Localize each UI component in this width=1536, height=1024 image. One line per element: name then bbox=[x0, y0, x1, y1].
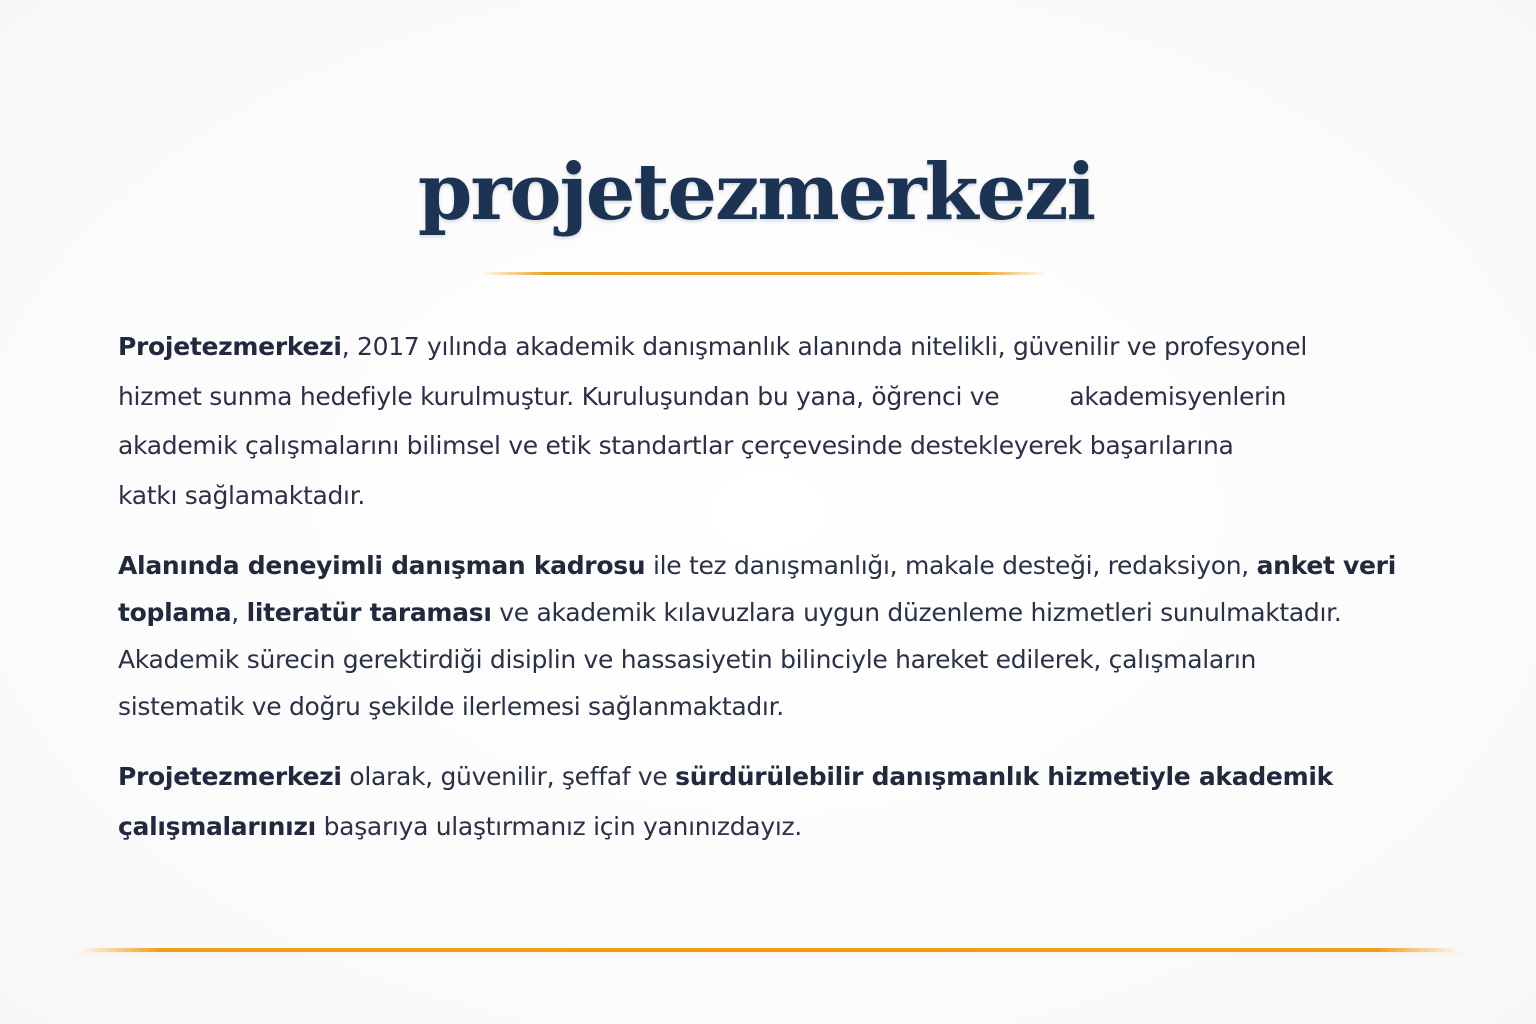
text-segment: , 2017 yılında akademik danışmanlık alanında nitelikli, güvenilir ve profesyonel bbox=[341, 332, 1308, 361]
highlight-text: Alanında deneyimli danışman kadrosu bbox=[118, 551, 646, 580]
title-divider bbox=[480, 272, 1046, 275]
text-line bbox=[118, 802, 1398, 852]
text-line bbox=[118, 752, 1398, 802]
text-line bbox=[118, 589, 1398, 636]
highlight-text: literatür taraması bbox=[246, 598, 492, 627]
text-segment: olarak, güvenilir, şeffaf ve bbox=[341, 762, 676, 791]
highlight-text: anket veri bbox=[1256, 551, 1396, 580]
paragraph-services bbox=[118, 542, 1398, 730]
text-line bbox=[118, 542, 1398, 589]
text-segment: hizmet sunma hedefiyle kurulmuştur. Kuruluşundan bu yana, öğrenci ve bbox=[118, 381, 1000, 411]
text-line bbox=[118, 322, 1398, 372]
text-line bbox=[118, 471, 1398, 521]
highlight-text: sürdürülebilir danışmanlık hizmetiyle akademik bbox=[675, 762, 1333, 791]
text-segment: akademik çalışmalarını bilimsel ve etik standartlar çerçevesinde destekleyerek başarılarına bbox=[118, 431, 1234, 460]
footer-divider bbox=[78, 948, 1460, 952]
paragraph-intro bbox=[118, 322, 1398, 520]
paragraph-closing bbox=[118, 752, 1398, 852]
text-segment: katkı sağlamaktadır. bbox=[118, 480, 366, 510]
text-line bbox=[118, 421, 1398, 471]
text-segment: ile tez danışmanlığı, makale desteği, redaksiyon, bbox=[645, 551, 1257, 580]
brand-name-bold: Projetezmerkezi bbox=[118, 762, 342, 791]
text-segment: başarıya ulaştırmanız için yanınızdayız. bbox=[315, 812, 802, 841]
text-line bbox=[118, 636, 1398, 683]
highlight-text: çalışmalarınızı bbox=[118, 812, 316, 841]
text-segment: sistematik ve doğru şekilde ilerlemesi sağlanmaktadır. bbox=[118, 692, 784, 721]
page-title: projetezmerkezi bbox=[417, 147, 1095, 238]
text-segment: Akademik sürecin gerektirdiği disiplin ve hassasiyetin bilinciyle hareket edilerek, çalışmaların bbox=[118, 645, 1257, 674]
text-segment: akademisyenlerin bbox=[1069, 381, 1287, 411]
text-segment: , bbox=[231, 598, 247, 627]
about-content bbox=[118, 322, 1398, 874]
text-line bbox=[118, 372, 1398, 422]
brand-name-bold: Projetezmerkezi bbox=[118, 332, 342, 361]
text-segment: ve akademik kılavuzlara uygun düzenleme hizmetleri sunulmaktadır. bbox=[491, 598, 1342, 627]
text-line bbox=[118, 683, 1398, 730]
highlight-text: toplama bbox=[118, 598, 232, 627]
